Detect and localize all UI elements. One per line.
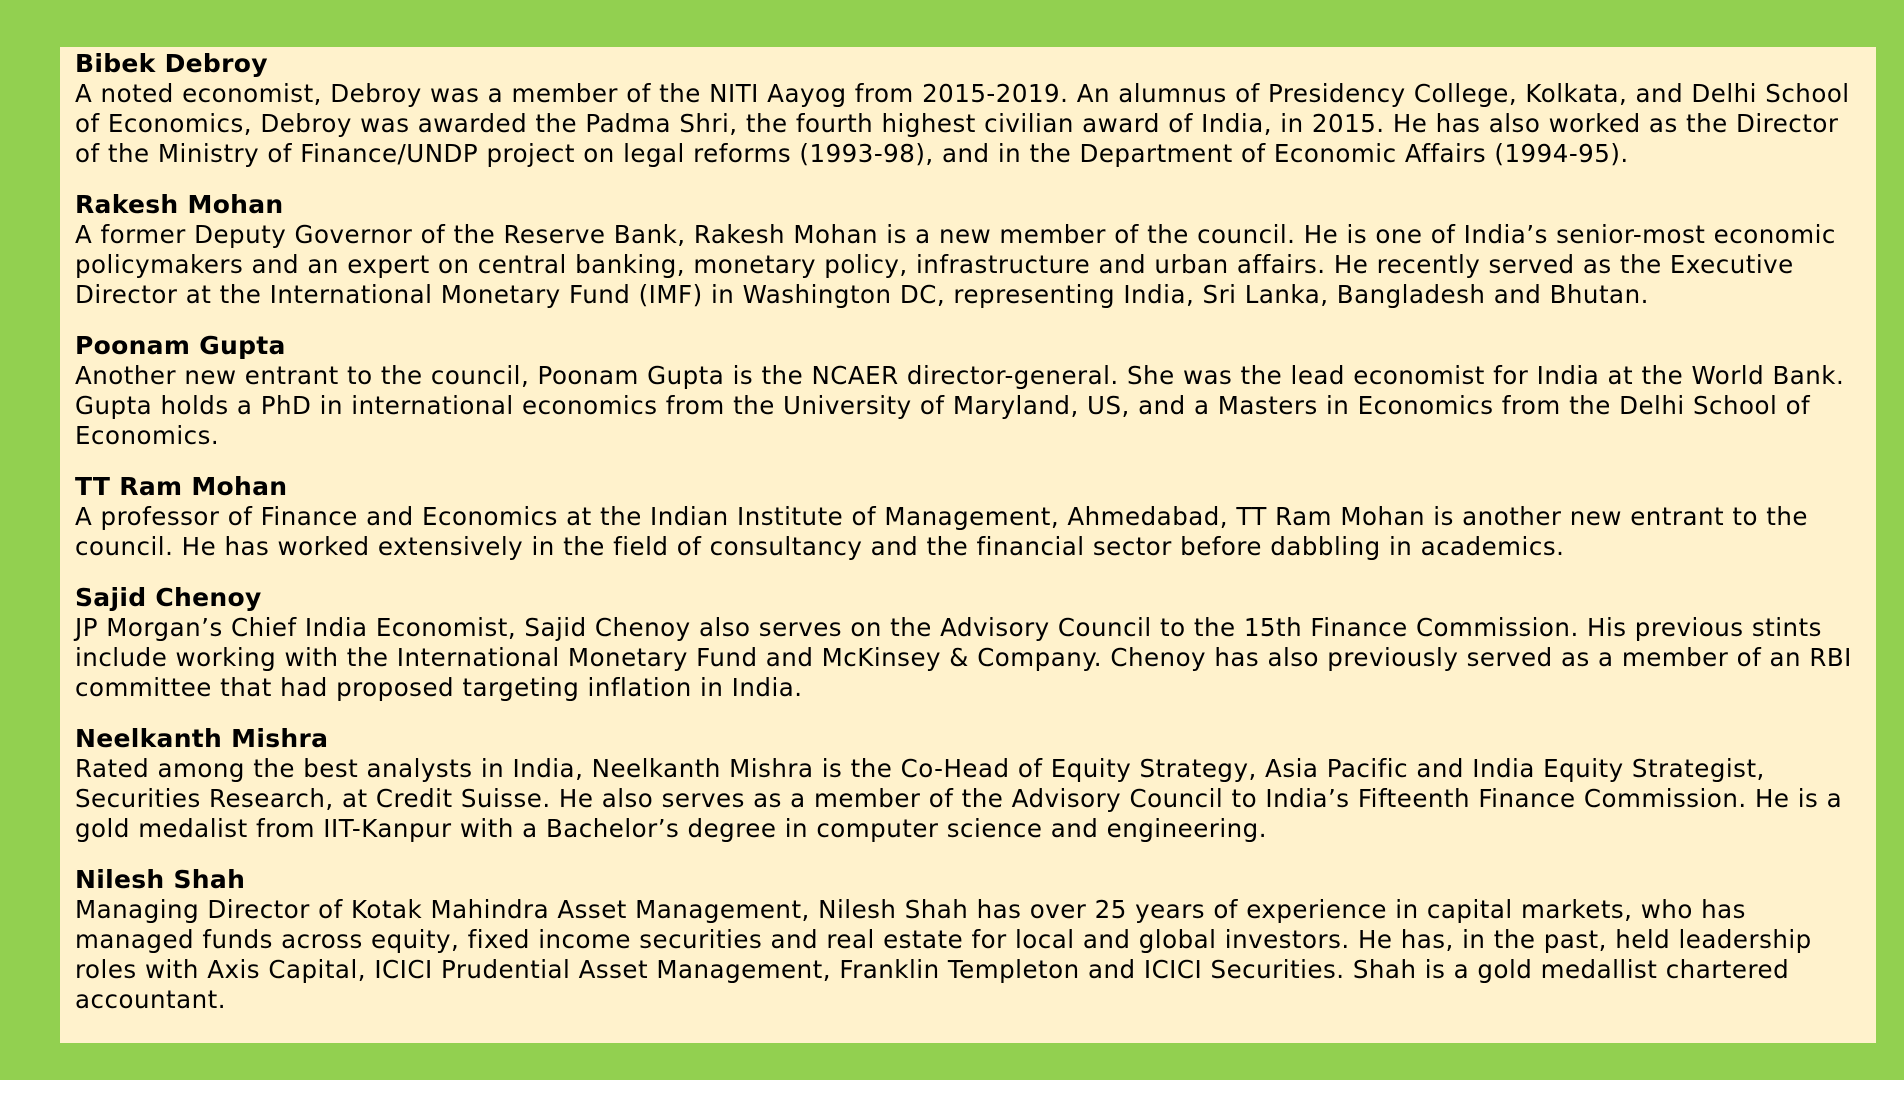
member-name: Nilesh Shah xyxy=(75,865,246,894)
member-entry-neelkanth-mishra xyxy=(75,724,1862,844)
member-name: Neelkanth Mishra xyxy=(75,724,329,753)
member-name: Bibek Debroy xyxy=(75,49,268,78)
member-entry-tt-ram-mohan xyxy=(75,472,1862,562)
council-members-panel xyxy=(60,47,1876,1043)
member-entry-rakesh-mohan xyxy=(75,190,1862,310)
member-bio: A professor of Finance and Economics at the Indian Institute of Management, Ahmedabad, TT Ram Mohan is another new entrant to the council. He has worked extensively in the field of consultancy and the financial sector before dabbling in academics. xyxy=(75,502,1809,561)
member-name: Rakesh Mohan xyxy=(75,190,284,219)
member-bio: A noted economist, Debroy was a member of the NITI Aayog from 2015-2019. An alumnus of Presidency College, Kolkata, and Delhi School of Economics, Debroy was awarded the Padma Shri, the fourth highest civilian award of India, in 2015. He has also worked as the Director of the Ministry of Finance/UNDP project on legal reforms (1993-98), and in the Department of Economic Affairs (1994-95). xyxy=(75,79,1850,168)
member-entry-nilesh-shah xyxy=(75,865,1862,1015)
member-name: Sajid Chenoy xyxy=(75,583,262,612)
member-bio: Another new entrant to the council, Poonam Gupta is the NCAER director-general. She was the lead economist for India at the World Bank. Gupta holds a PhD in international economics from the University of Maryland, US, and a Masters in Economics from the Delhi School of Economics. xyxy=(75,361,1845,450)
member-name: TT Ram Mohan xyxy=(75,472,288,501)
member-bio: Managing Director of Kotak Mahindra Asset Management, Nilesh Shah has over 25 years of experience in capital markets, who has managed funds across equity, fixed income securities and real estate for local and global investors. He has, in the past, held leadership roles with Axis Capital, ICICI Prudential Asset Management, Franklin Templeton and ICICI Securities. Shah is a gold medallist chartered accountant. xyxy=(75,895,1812,1014)
member-name: Poonam Gupta xyxy=(75,331,286,360)
member-bio: JP Morgan’s Chief India Economist, Sajid Chenoy also serves on the Advisory Council to the 15th Finance Commission. His previous stints include working with the International Monetary Fund and McKinsey & Company. Chenoy has also previously served as a member of an RBI committee that had proposed targeting inflation in India. xyxy=(75,613,1852,702)
member-bio: A former Deputy Governor of the Reserve Bank, Rakesh Mohan is a new member of the council. He is one of India’s senior-most economic policymakers and an expert on central banking, monetary policy, infrastructure and urban affairs. He recently served as the Executive Director at the International Monetary Fund (IMF) in Washington DC, representing India, Sri Lanka, Bangladesh and Bhutan. xyxy=(75,220,1836,309)
member-entry-sajid-chenoy xyxy=(75,583,1862,703)
member-entry-poonam-gupta xyxy=(75,331,1862,451)
member-bio: Rated among the best analysts in India, Neelkanth Mishra is the Co-Head of Equity Strategy, Asia Pacific and India Equity Strategist, Securities Research, at Credit Suisse. He also serves as a member of the Advisory Council to India’s Fifteenth Finance Commission. He is a gold medalist from IIT-Kanpur with a Bachelor’s degree in computer science and engineering. xyxy=(75,754,1843,843)
member-entry-bibek-debroy xyxy=(75,49,1862,169)
